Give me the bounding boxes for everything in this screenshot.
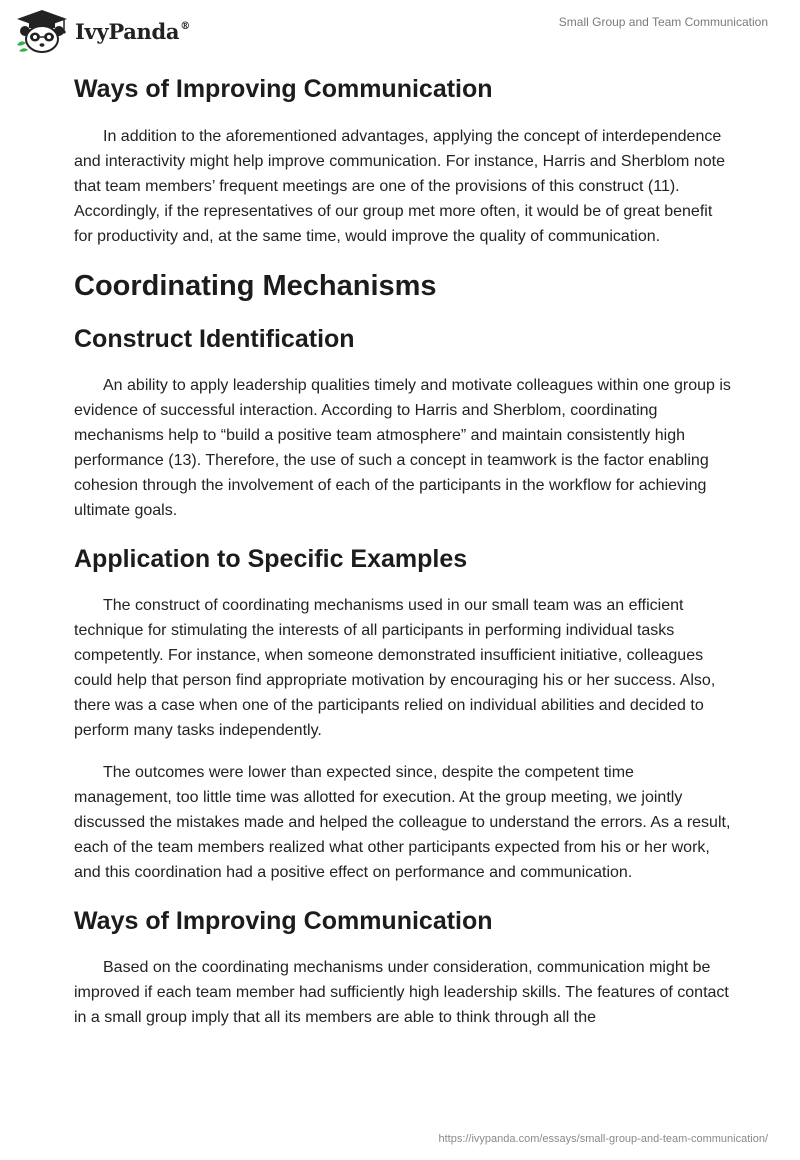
section-heading-construct-identification: Construct Identification [74, 325, 355, 353]
section-heading-improving-communication-2: Ways of Improving Communication [74, 907, 493, 935]
paragraph-application-2: The outcomes were lower than expected since, despite the competent time management, too little time was allotted for execution. At the group meeting, we jointly discussed the mistakes made and helped the colleague to understand the errors. As a result, each of the team members realized what other participants expected from his or her work, and this coordination had a positive effect on performance and communication. [74, 764, 731, 881]
paragraph-construct-identification: An ability to apply leadership qualities timely and motivate colleagues within one group is evidence of successful interaction. According to Harris and Sherblom, coordinating mechanisms help to “build a positive team atmosphere” and maintain consistently high performance (13). Therefore, the use of such a concept in teamwork is the factor enabling cohesion through the involvement of each of the participants in the workflow for achieving ultimate goals. [74, 377, 731, 519]
paragraph-improving-communication-2: Based on the coordinating mechanisms under consideration, communication might be improved if each team member had sufficiently high leadership skills. The features of contact in a small group imply that all its members are able to think through all the [74, 959, 729, 1026]
brand-name: IvyPanda® [75, 18, 190, 44]
page-header [0, 0, 800, 70]
registered-mark: ® [180, 20, 190, 32]
main-heading-coordinating-mechanisms: Coordinating Mechanisms [74, 270, 437, 302]
section-heading-improving-communication: Ways of Improving Communication [74, 75, 493, 103]
paragraph-application-1: The construct of coordinating mechanisms used in our small team was an efficient technique for stimulating the interests of all participants in performing individual tasks competently. For instance, when someone demonstrated insufficient initiative, colleagues could help that person find appropriate motivation by encouraging his or her success. Also, there was a case when one of the participants relied on individual abilities and decided to perform many tasks independently. [74, 597, 716, 739]
paragraph-improving-communication: In addition to the aforementioned advantages, applying the concept of interdependence and interactivity might help improve communication. For instance, Harris and Sherblom note that team members’ frequent meetings are one of the provisions of this construct (11). Accordingly, if the representatives of our group met more often, it would be of great benefit for productivity and, at the same time, would improve the quality of communication. [74, 128, 725, 245]
brand-logo[interactable] [15, 9, 190, 53]
panda-graduate-logo-icon [15, 9, 69, 53]
footer-url[interactable]: https://ivypanda.com/essays/small-group-and-team-communication/ [438, 1133, 768, 1145]
section-heading-application: Application to Specific Examples [74, 545, 468, 573]
essay-content [74, 74, 734, 1030]
document-title: Small Group and Team Communication [558, 15, 768, 29]
